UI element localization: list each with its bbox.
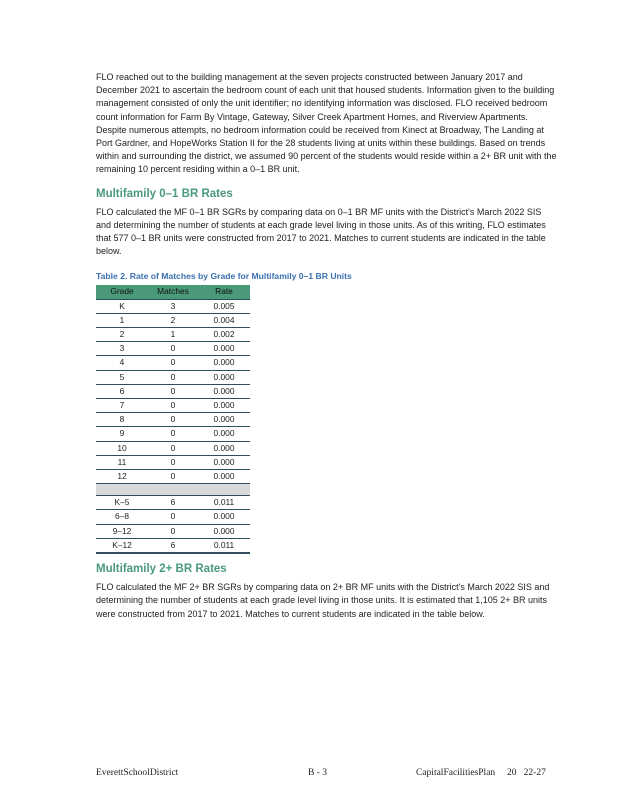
header-rate: Rate xyxy=(198,285,250,299)
cell-matches: 1 xyxy=(148,328,198,342)
cell-grade: 10 xyxy=(96,441,148,455)
cell-rate: 0.000 xyxy=(198,455,250,469)
cell-matches: 0 xyxy=(148,384,198,398)
cell-matches: 0 xyxy=(148,427,198,441)
cell-rate: 0.000 xyxy=(198,524,250,538)
header-grade: Grade xyxy=(96,285,148,299)
table-row xyxy=(96,470,250,484)
cell-rate: 0.000 xyxy=(198,370,250,384)
table-row xyxy=(96,399,250,413)
table-row xyxy=(96,342,250,356)
section-heading-0-1-br: Multifamily 0–1 BR Rates xyxy=(96,187,233,200)
cell-matches: 0 xyxy=(148,342,198,356)
table-row xyxy=(96,524,250,538)
table-row xyxy=(96,313,250,327)
cell-matches: 2 xyxy=(148,313,198,327)
cell-grade: 8 xyxy=(96,413,148,427)
cell-rate: 0.000 xyxy=(198,441,250,455)
footer-plan-title: CapitalFacilitiesPlan 20 22-27 xyxy=(416,768,546,778)
cell-matches: 0 xyxy=(148,399,198,413)
cell-rate: 0.004 xyxy=(198,313,250,327)
cell-grade: K xyxy=(96,299,148,313)
cell-grade: 6–8 xyxy=(96,510,148,524)
cell-grade: K–5 xyxy=(96,496,148,510)
cell-grade: 2 xyxy=(96,328,148,342)
cell-matches: 0 xyxy=(148,470,198,484)
table-separator-row xyxy=(96,484,250,496)
cell-matches: 0 xyxy=(148,455,198,469)
cell-grade: 6 xyxy=(96,384,148,398)
table-row xyxy=(96,328,250,342)
footer-district: EverettSchoolDistrict xyxy=(96,768,179,778)
table-row xyxy=(96,299,250,313)
separator-cell xyxy=(96,484,148,496)
intro-paragraph: FLO reached out to the building management at the seven projects constructed between January 2017 and December 2021 to ascertain the bedroom count of each unit that housed students. Information given to the building management consisted of only the unit identifier; no identifying information was disclosed. FLO received bedroom count information for Farm By Vintage, Gateway, Silver Creek Apartment Homes, and Riverview Apartments. Despite numerous attempts, no bedroom information could be received from Kinect at Broadway, The Landing at Port Gardner, and HopeWorks Station II for the 28 students living at units within these buildings. Based on trends within and surrounding the district, we assumed 90 percent of the students would reside within a 2+ BR unit with the remaining 10 percent residing within a 0–1 BR unit. xyxy=(96,72,557,175)
section-0-1-br-paragraph: FLO calculated the MF 0–1 BR SGRs by comparing data on 0–1 BR MF units with the District's March 2022 SIS and determining the number of students at each grade level living in those units. As of this writing, FLO estimates that 577 0–1 BR units were constructed from 2017 to 2021. Matches to current students are indicated in the table below. xyxy=(96,206,546,257)
cell-matches: 0 xyxy=(148,524,198,538)
cell-rate: 0.000 xyxy=(198,399,250,413)
cell-rate: 0.002 xyxy=(198,328,250,342)
cell-grade: K–12 xyxy=(96,538,148,553)
table-body xyxy=(96,299,250,553)
cell-rate: 0.000 xyxy=(198,470,250,484)
cell-grade: 12 xyxy=(96,470,148,484)
cell-matches: 0 xyxy=(148,441,198,455)
cell-rate: 0.000 xyxy=(198,342,250,356)
footer-page-number: B - 3 xyxy=(308,768,327,778)
cell-grade: 11 xyxy=(96,455,148,469)
header-matches: Matches xyxy=(148,285,198,299)
table-header-row xyxy=(96,285,250,299)
cell-rate: 0.005 xyxy=(198,299,250,313)
section-heading-2plus-br: Multifamily 2+ BR Rates xyxy=(96,563,227,576)
table-row xyxy=(96,441,250,455)
table-row xyxy=(96,455,250,469)
table-row xyxy=(96,510,250,524)
separator-cell xyxy=(148,484,198,496)
separator-cell xyxy=(198,484,250,496)
cell-matches: 6 xyxy=(148,538,198,553)
cell-rate: 0.000 xyxy=(198,510,250,524)
cell-matches: 3 xyxy=(148,299,198,313)
cell-grade: 1 xyxy=(96,313,148,327)
cell-grade: 9–12 xyxy=(96,524,148,538)
table-row xyxy=(96,370,250,384)
table-row xyxy=(96,413,250,427)
cell-grade: 7 xyxy=(96,399,148,413)
cell-grade: 3 xyxy=(96,342,148,356)
cell-rate: 0.000 xyxy=(198,384,250,398)
table-caption: Table 2. Rate of Matches by Grade for Multifamily 0–1 BR Units xyxy=(96,271,352,282)
table-row xyxy=(96,356,250,370)
table-row xyxy=(96,496,250,510)
cell-grade: 5 xyxy=(96,370,148,384)
section-2plus-br-paragraph: FLO calculated the MF 2+ BR SGRs by comparing data on 2+ BR MF units with the District's March 2022 SIS and determining the number of students at each grade level living in those units. It is estimated that 1,105 2+ BR units were constructed from 2017 to 2021. Matches to current students are indicated in the table below. xyxy=(96,582,550,619)
table-row xyxy=(96,538,250,553)
cell-rate: 0.000 xyxy=(198,413,250,427)
cell-grade: 9 xyxy=(96,427,148,441)
table-row xyxy=(96,427,250,441)
cell-matches: 0 xyxy=(148,510,198,524)
cell-rate: 0.011 xyxy=(198,538,250,553)
cell-rate: 0.000 xyxy=(198,427,250,441)
cell-matches: 0 xyxy=(148,356,198,370)
rate-of-matches-table xyxy=(96,285,250,554)
cell-grade: 4 xyxy=(96,356,148,370)
cell-matches: 6 xyxy=(148,496,198,510)
cell-matches: 0 xyxy=(148,413,198,427)
cell-rate: 0.011 xyxy=(198,496,250,510)
cell-matches: 0 xyxy=(148,370,198,384)
cell-rate: 0.000 xyxy=(198,356,250,370)
page-content xyxy=(96,71,558,627)
table-row xyxy=(96,384,250,398)
